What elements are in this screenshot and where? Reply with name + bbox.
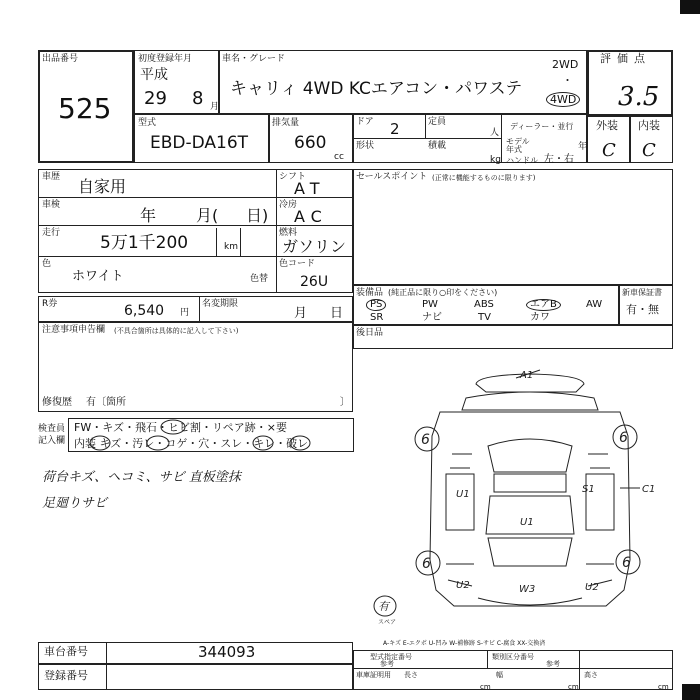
equip-aw: AW <box>586 299 603 310</box>
month-unit: 月 <box>210 102 220 112</box>
history-value: 自家用 <box>78 177 127 196</box>
score-value: 3.5 <box>618 82 660 112</box>
equip-abs: ABS <box>474 299 494 310</box>
sales-point-note: (正常に機能するものに限ります) <box>432 174 536 182</box>
model-spec-label: 型式指定番号 <box>370 653 412 661</box>
cert-length: 長さ <box>404 671 418 679</box>
handwritten-line2: 足廻りサビ <box>42 496 108 511</box>
mark-rear-left: U2 <box>456 580 470 591</box>
mark-right-door: S1 <box>582 484 595 495</box>
doors-label: ドア <box>356 117 374 127</box>
name-change-month: 月 <box>294 306 308 321</box>
hood-outline <box>462 392 598 410</box>
damage-legend: A-キズ E-エクボ U-凹み W-補修跡 S-サビ C-腐食 XX-交換済 <box>383 640 546 647</box>
equip-sr: SR <box>370 312 384 323</box>
windshield <box>488 439 572 472</box>
cert-height: 高さ <box>584 671 598 679</box>
mark-right-edge: C1 <box>642 484 656 495</box>
inspection-month: 月( <box>196 206 219 225</box>
bed <box>486 496 574 534</box>
lot-number: 525 <box>58 92 112 125</box>
mark-front: A1 <box>520 370 534 381</box>
handwritten-line1: 荷台キズ、ヘコミ、サビ 直板塗抹 <box>42 470 241 485</box>
sales-point-label: セールスポイント <box>356 172 428 182</box>
mark-wheel-fr: 6 <box>619 430 628 446</box>
notes-note: (不具合箇所は具体的に記入して下さい) <box>114 327 239 335</box>
exterior-label: 外装 <box>596 119 618 132</box>
inspect-label: 検査員記入欄 <box>38 424 66 446</box>
handle-value: 左・右 <box>544 154 574 165</box>
recycle-value: 6,540 <box>124 303 165 319</box>
fuel-value: ガソリン <box>282 237 347 256</box>
handle-label: ハンドル <box>506 156 538 165</box>
aircon-value: AC <box>294 207 328 226</box>
aircon-label: 冷房 <box>279 200 298 210</box>
mark-rear-center: W3 <box>519 584 536 595</box>
mark-wheel-fl: 6 <box>421 432 430 448</box>
mileage-label: 走行 <box>42 228 61 238</box>
mileage-value: 5万1千200 <box>100 233 189 253</box>
equip-tv: TV <box>478 312 491 323</box>
first-reg-era: 平成 <box>140 67 168 83</box>
spare-label: スペア <box>378 619 397 626</box>
shift-label: シフト <box>279 172 307 182</box>
equip-leather: カワ <box>530 312 550 323</box>
mark-left-door: U1 <box>456 489 470 500</box>
color-change-label: 色替 <box>250 274 269 284</box>
spare-mark: 有 <box>378 600 389 613</box>
score-label: 評価点 <box>600 52 651 65</box>
first-reg-month: 8 <box>192 88 204 109</box>
equip-navi: ナビ <box>422 312 442 323</box>
first-reg-year: 29 <box>144 88 167 109</box>
inspect-line2: 内装 キズ・汚レ・コゲ・穴・スレ・キレ・破レ <box>74 437 309 450</box>
car-name-value: キャリィ 4WD KCエアコン・パワステ <box>230 79 523 99</box>
displacement-value: 660 <box>294 133 327 153</box>
registration-label: 登録番号 <box>44 669 88 682</box>
rear-bumper <box>478 598 582 605</box>
mark-wheel-rr: 6 <box>622 555 631 571</box>
class-no-ref: 参考 <box>546 660 560 668</box>
cert-label: 車庫証明用 <box>356 671 391 679</box>
capacity-unit: 人 <box>490 128 500 138</box>
model-year-label: モデル年式 <box>506 137 530 154</box>
displacement-label: 排気量 <box>272 118 300 128</box>
first-reg-label: 初度登録年月 <box>138 54 193 64</box>
model-value: EBD-DA16T <box>150 133 249 153</box>
later-label: 後日品 <box>356 328 384 338</box>
interior-value: C <box>642 140 656 161</box>
cab-roof <box>494 474 566 492</box>
equip-airbag: エアB <box>526 299 561 311</box>
drive-2wd: 2WD <box>552 58 579 71</box>
exterior-value: C <box>602 140 616 161</box>
mark-rear-right: U2 <box>585 582 599 593</box>
equipment-note: (純正品に限り○印をください) <box>388 288 498 297</box>
bottom-right-box-2 <box>580 650 673 690</box>
cm-unit-2: cm <box>568 683 579 691</box>
class-no-label: 類別区分番号 <box>492 653 534 661</box>
dealer-label: ディーラー・並行 <box>510 122 574 131</box>
inspect-line1: FW・キズ・飛石・ヒビ割・リペア跡・×要 <box>74 421 287 434</box>
repair-value: 有〔箇所 <box>86 397 126 408</box>
repair-close: 〕 <box>340 397 350 408</box>
recycle-unit: 円 <box>180 308 190 318</box>
chassis-label: 車台番号 <box>44 645 88 658</box>
equip-pw: PW <box>422 299 438 310</box>
color-label: 色 <box>42 259 52 269</box>
load-unit: kg <box>490 155 501 165</box>
equipment-label: 装備品 <box>356 288 384 298</box>
model-spec-ref: 参考 <box>380 660 394 668</box>
recycle-label: R券 <box>42 299 58 309</box>
mark-wheel-rl: 6 <box>422 556 431 572</box>
warranty-label: 新車保証書 <box>622 288 662 297</box>
lot-label: 出品番号 <box>42 54 79 64</box>
model-label: 型式 <box>138 118 157 128</box>
chassis-value: 344093 <box>198 643 256 661</box>
cm-unit-3: cm <box>658 683 669 691</box>
fuel-label: 燃料 <box>279 228 298 238</box>
notes-label: 注意事項申告欄 <box>42 325 106 335</box>
doors-value: 2 <box>390 120 400 138</box>
mark-bed: U1 <box>520 517 534 528</box>
color-code-value: 26U <box>300 274 329 290</box>
capacity-label: 定員 <box>428 117 447 127</box>
name-change-day: 日 <box>330 306 344 321</box>
inspection-label: 車検 <box>42 200 61 210</box>
car-name-label: 車名・グレード <box>222 54 286 64</box>
color-value: ホワイト <box>72 269 124 284</box>
displacement-unit: cc <box>334 152 344 162</box>
repair-label: 修復歴 <box>42 397 72 408</box>
shape-label: 形状 <box>356 141 375 151</box>
model-year-unit: 年 <box>578 142 588 152</box>
cm-unit-1: cm <box>480 683 491 691</box>
cert-width: 幅 <box>496 671 503 679</box>
body-outline <box>430 412 630 606</box>
mileage-unit: km <box>224 242 238 252</box>
drive-dot: ・ <box>562 74 573 87</box>
load-label: 積載 <box>428 141 447 151</box>
color-code-label: 色コード <box>279 259 316 269</box>
inspection-year: 年 <box>140 206 157 225</box>
history-label: 車歴 <box>42 172 61 182</box>
warranty-value: 有・無 <box>626 303 659 316</box>
name-change-label: 名変期限 <box>202 299 239 309</box>
drive-4wd: 4WD <box>546 92 580 107</box>
tailgate-area <box>488 538 572 566</box>
inspection-day: 日) <box>246 206 269 225</box>
equip-ps: PS <box>366 299 386 311</box>
interior-label: 内装 <box>638 119 660 132</box>
shift-value: AT <box>294 179 326 198</box>
